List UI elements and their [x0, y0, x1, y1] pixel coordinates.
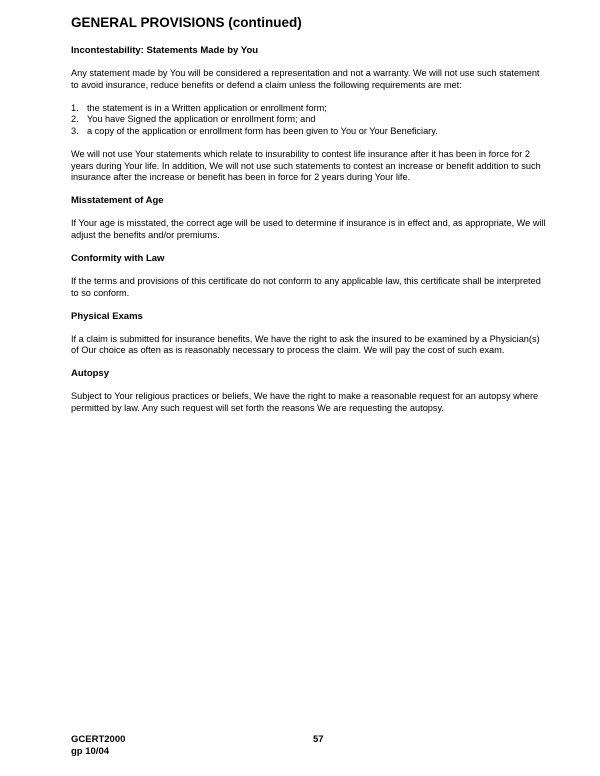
list-item-text: You have Signed the application or enrollment form; and — [87, 114, 316, 125]
insurability-paragraph: We will not use Your statements which relate to insurability to contest life insurance after it has been in force for 2 years during Your life. In addition, We will not use such statements to contest an increase or benefit addition to such insurance after the increase or benefit has been in force for 2 years during Your life. — [71, 148, 541, 183]
list-item-text: a copy of the application or enrollment form has been given to You or Your Beneficiary. — [87, 125, 438, 136]
section-heading-physical-exams: Physical Exams — [71, 310, 143, 322]
list-item — [71, 103, 546, 115]
autopsy-paragraph: Subject to Your religious practices or beliefs, We have the right to make a reasonable request for an autopsy where permitted by law. Any such request will set forth the reasons We are requesting the autopsy. — [71, 391, 539, 413]
footer-form-code: GCERT2000 — [71, 734, 126, 745]
list-item-number: 1. — [71, 102, 79, 113]
page-number: 57 — [313, 734, 324, 745]
list-item-text: the statement is in a Written application or enrollment form; — [87, 102, 327, 113]
list-item-number: 3. — [71, 125, 79, 136]
physical-exams-paragraph: If a claim is submitted for insurance benefits, We have the right to ask the insured to be examined by a Physician(s) of Our choice as often as is reasonably necessary to process the claim. We will pay the cost of such exam. — [71, 333, 540, 356]
misstatement-paragraph: If Your age is misstated, the correct age will be used to determine if insurance is in effect and, as appropriate, We will adjust the benefits and/or premiums. — [71, 218, 546, 240]
section-heading-incontestability: Incontestability: Statements Made by You — [71, 45, 259, 56]
page-title: GENERAL PROVISIONS (continued) — [71, 15, 302, 30]
section-heading-misstatement-of-age: Misstatement of Age — [71, 195, 164, 207]
footer-form-info — [71, 734, 125, 757]
list-item — [71, 114, 546, 126]
section-heading-conformity-with-law: Conformity with Law — [71, 252, 165, 264]
list-item — [71, 126, 546, 138]
document-page — [71, 14, 546, 426]
conformity-paragraph: If the terms and provisions of this certificate do not conform to any applicable law, this certificate shall be interpreted to so conform. — [71, 275, 541, 298]
list-item-number: 2. — [71, 114, 79, 125]
section-heading-autopsy: Autopsy — [71, 368, 109, 380]
incontestability-paragraph: Any statement made by You will be considered a representation and not a warranty. We will not use such statement to avoid insurance, reduce benefits or defend a claim unless the following requirements are met: — [71, 68, 540, 90]
footer-version: gp 10/04 — [71, 745, 110, 757]
requirements-list — [71, 103, 546, 138]
